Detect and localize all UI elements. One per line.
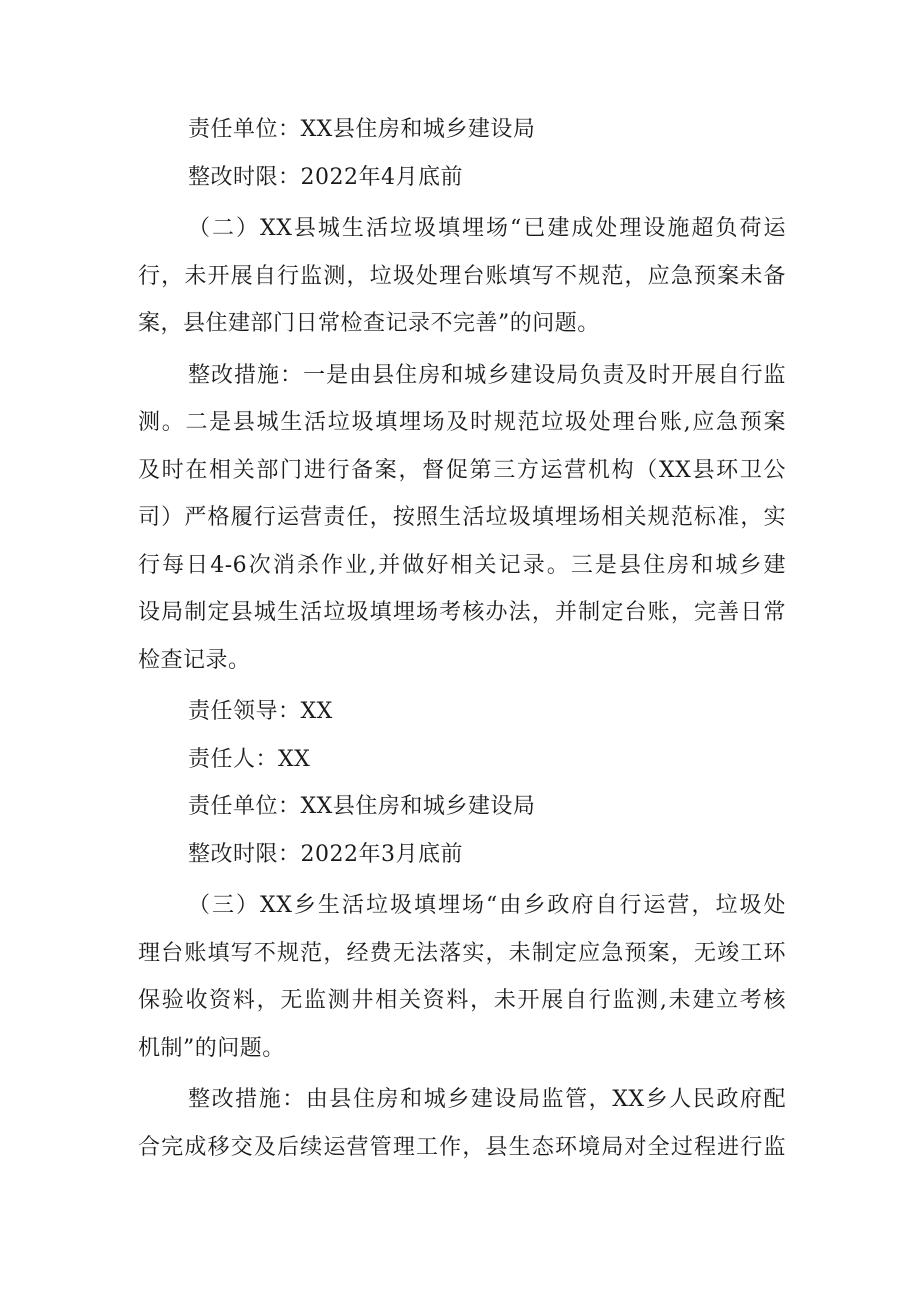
paragraph-line: 整改措施：一是由县住房和城乡建设局负责及时开展自行监 bbox=[188, 362, 786, 388]
paragraph-line: 行，未开展自行监测，垃圾处理台账填写不规范，应急预案未备 bbox=[138, 263, 786, 289]
paragraph-line: 设局制定县城生活垃圾填埋场考核办法，并制定台账，完善日常 bbox=[138, 600, 786, 625]
paragraph-line: 司）严格履行运营责任，按照生活垃圾填埋场相关规范标准，实 bbox=[138, 505, 786, 530]
paragraph-line: 保验收资料，无监测井相关资料，未开展自行监测,未建立考核 bbox=[138, 988, 786, 1013]
responsible-leader: 责任领导：XX bbox=[188, 699, 333, 724]
deadline: 整改时限：2022年3月底前 bbox=[188, 841, 463, 867]
paragraph-line: 理台账填写不规范，经费无法落实，未制定应急预案，无竣工环 bbox=[138, 940, 786, 966]
paragraph-line: （三）XX乡生活垃圾填埋场“由乡政府自行运营，垃圾处 bbox=[188, 893, 786, 918]
measures-paragraph-2 bbox=[138, 352, 786, 685]
paragraph-line: 案，县住建部门日常检查记录不完善”的问题。 bbox=[138, 311, 600, 336]
responsible-unit: 责任单位：XX县住房和城乡建设局 bbox=[188, 794, 536, 819]
paragraph-line: 整改措施：由县住房和城乡建设局监管，XX乡人民政府配 bbox=[188, 1087, 786, 1112]
paragraph-line: 及时在相关部门进行备案，督促第三方运营机构（XX县环卫公 bbox=[138, 457, 786, 483]
measures-paragraph-3 bbox=[138, 1076, 786, 1171]
paragraph-line: 机制”的问题。 bbox=[138, 1035, 285, 1061]
paragraph-line: 检查记录。 bbox=[138, 647, 251, 673]
paragraph-line: （二）XX县城生活垃圾填埋场“已建成处理设施超负荷运 bbox=[188, 216, 786, 241]
paragraph-line: 合完成移交及后续运营管理工作，县生态环境局对全过程进行监 bbox=[138, 1134, 786, 1160]
responsible-unit: 责任单位：XX县住房和城乡建设局 bbox=[188, 117, 536, 142]
responsible-person: 责任人：XX bbox=[188, 746, 311, 772]
paragraph-line: 测。二是县城生活垃圾填埋场及时规范垃圾处理台账,应急预案 bbox=[138, 410, 786, 435]
deadline: 整改时限：2022年4月底前 bbox=[188, 164, 463, 190]
document-body bbox=[138, 106, 786, 1171]
issue-paragraph-2 bbox=[138, 205, 786, 348]
issue-paragraph-3 bbox=[138, 882, 786, 1072]
paragraph-line: 行每日4-6次消杀作业,并做好相关记录。三是县住房和城乡建 bbox=[138, 552, 786, 578]
